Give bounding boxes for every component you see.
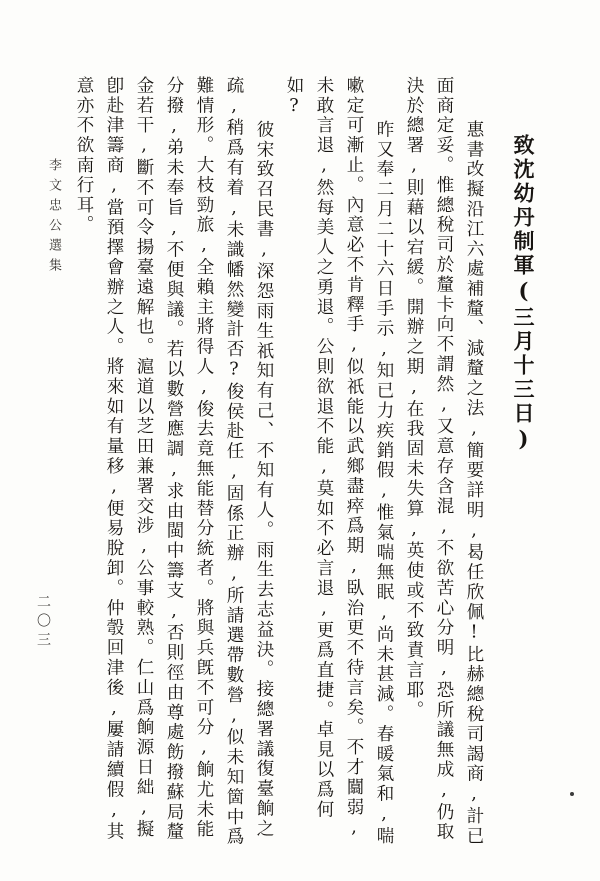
text-column: 金若干,斷不可令揚臺遠解也。滬道以芝田兼署交涉,公事較熟。仁山爲餉源日絀,擬 — [134, 76, 154, 840]
text-column: 難情形。大枝勁旅,全賴主將得人,俊去竟無能替分統者。將與兵旣不可分,餉尤未能 — [194, 76, 214, 840]
text-column: 惠書改擬沿江六處補釐、減釐之法,簡要詳明,曷任欣佩!比赫總稅司謁商,計已 — [464, 120, 484, 847]
text-column: 卽赴津籌商,當預擇會辦之人。將來如有量移,便易脫卸。仲彀回津後,屢請續假,其 — [104, 76, 124, 843]
text-column: 如? — [284, 76, 304, 119]
letter-body — [69, 76, 540, 848]
letter-title: 致沈幼丹制軍(三月十三日) — [511, 134, 536, 454]
text-column: 意亦不欲南行耳。 — [74, 76, 94, 236]
page-number: 二〇三 — [35, 594, 51, 651]
text-column: 分撥,弟未奉旨,不便與議。若以數營應調,求由閩中籌支,否則徑由尊處飭撥蘇局釐 — [164, 76, 184, 843]
collection-running-title: 李文忠公選集 — [46, 158, 61, 278]
text-column: 決於總署,則藉以宕緩。開辦之期,在我固未失算,英使或不致責言耶。 — [404, 76, 424, 721]
text-column: 疏,稍爲有着,未識幡然變計否?俊侯赴任,固係正辦,所請選帶數營,似未知箇中爲 — [224, 76, 244, 848]
scan-speck — [570, 792, 574, 796]
text-column: 未敢言退,然每美人之勇退。公則欲退不能,莫如不必言退,更爲直捷。卓見以爲何 — [314, 76, 334, 820]
text-column: 昨又奉二月二十六日手示,知已力疾銷假,惟氣喘無眠,尚未甚減。春暖氣和,喘 — [374, 120, 394, 847]
text-column: 嗽定可漸止。內意必不肯釋手,似祇能以武鄉盡瘁爲期,臥治更不待言矣。不才闒弱, — [344, 76, 364, 840]
text-column: 彼宋致召民書,深怨雨生祇知有己、不知有人。雨生去志益決。接總署議復臺餉之 — [254, 120, 274, 839]
text-column: 面商定妥。惟總稅司於釐卡向不謂然,又意存含混,不欲苦心分明,恐所議無成,仍取 — [434, 76, 454, 843]
